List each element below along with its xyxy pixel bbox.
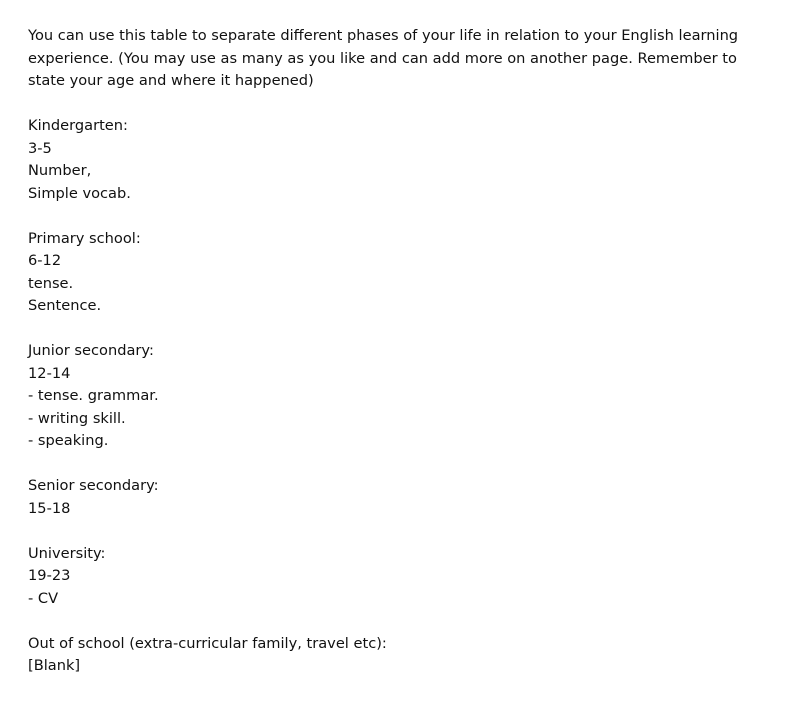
section-heading: Senior secondary: bbox=[28, 477, 159, 494]
section-university bbox=[28, 543, 768, 611]
intro-line: experience. (You may use as many as you like and can add more on another page. Remember to bbox=[28, 49, 737, 67]
document-body bbox=[28, 25, 768, 678]
section-note: Simple vocab. bbox=[28, 184, 131, 202]
section-heading: Out of school (extra-curricular family, travel etc): bbox=[28, 634, 387, 652]
section-heading: Primary school: bbox=[28, 229, 141, 247]
section-heading: Junior secondary: bbox=[28, 342, 154, 359]
section-age: 19-23 bbox=[28, 567, 71, 584]
section-heading: Kindergarten: bbox=[28, 117, 128, 134]
section-note: Number, bbox=[28, 162, 92, 179]
section-age: [Blank] bbox=[28, 657, 81, 674]
section-note: tense. bbox=[28, 274, 74, 292]
section-age: 6-12 bbox=[28, 252, 62, 269]
section-kindergarten bbox=[28, 115, 768, 205]
section-heading: University: bbox=[28, 544, 106, 562]
section-note: - CV bbox=[28, 589, 59, 607]
section-primary-school bbox=[28, 228, 768, 318]
section-note: - tense. grammar. bbox=[28, 387, 159, 404]
section-junior-secondary bbox=[28, 340, 768, 453]
intro-line: state your age and where it happened) bbox=[28, 72, 314, 89]
section-age: 15-18 bbox=[28, 499, 71, 517]
section-senior-secondary bbox=[28, 475, 768, 520]
intro-line: You can use this table to separate different phases of your life in relation to your English learning bbox=[28, 27, 739, 44]
section-note: Sentence. bbox=[28, 297, 102, 314]
section-out-of-school bbox=[28, 633, 768, 678]
section-note: - writing skill. bbox=[28, 409, 126, 427]
intro-paragraph bbox=[28, 25, 768, 93]
section-note: - speaking. bbox=[28, 432, 109, 449]
section-age: 12-14 bbox=[28, 364, 71, 382]
section-age: 3-5 bbox=[28, 139, 52, 157]
